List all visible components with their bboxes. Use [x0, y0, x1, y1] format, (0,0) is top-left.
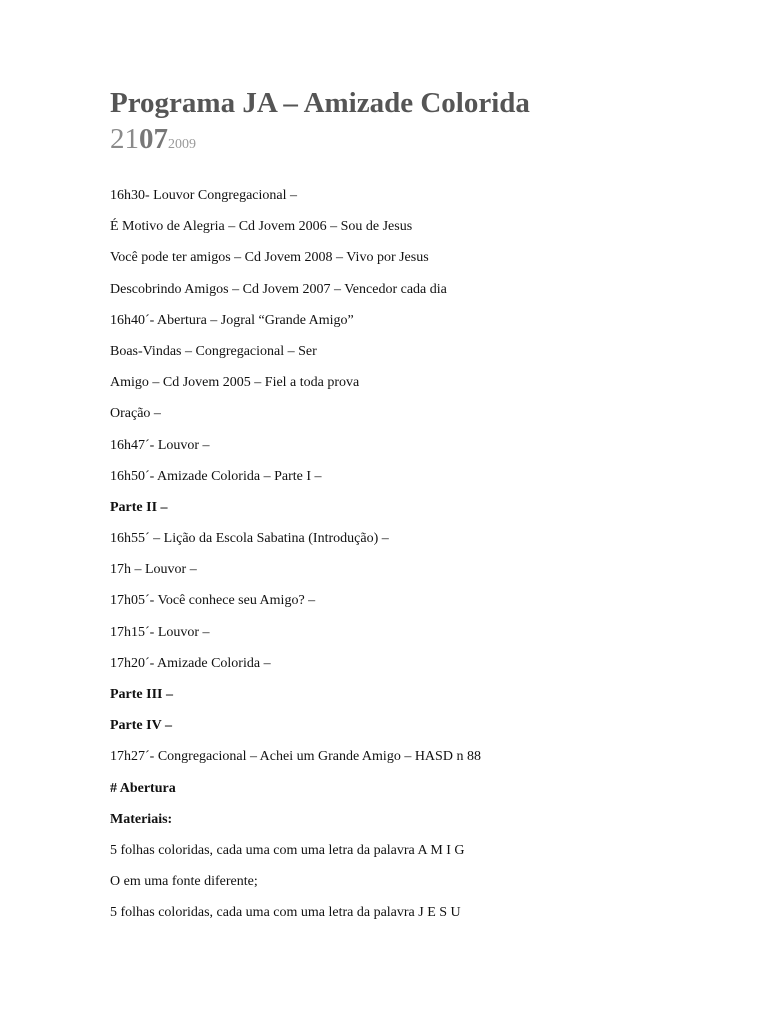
program-line: Você pode ter amigos – Cd Jovem 2008 – Vivo por Jesus — [110, 250, 429, 266]
program-line: Parte II – — [110, 499, 168, 515]
program-line: 16h40´- Abertura – Jogral “Grande Amigo” — [110, 312, 354, 328]
document-date — [110, 122, 730, 162]
program-line: Parte III – — [110, 687, 173, 702]
program-line: 5 folhas coloridas, cada uma com uma letra da palavra J E S U — [110, 905, 461, 921]
date-day: 21 — [110, 123, 139, 155]
program-line: 17h – Louvor – — [110, 562, 197, 578]
document-page — [110, 84, 730, 929]
program-line: 17h05´- Você conhece seu Amigo? – — [110, 593, 316, 609]
program-line: 16h47´- Louvor – — [110, 437, 210, 453]
program-line: Descobrindo Amigos – Cd Jovem 2007 – Vencedor cada dia — [110, 281, 447, 297]
program-line: 17h15´- Louvor – — [110, 624, 210, 640]
program-line: Parte IV – — [110, 718, 172, 734]
program-line: 17h20´- Amizade Colorida – — [110, 655, 271, 671]
date-year: 2009 — [168, 137, 196, 152]
date-month: 07 — [139, 123, 168, 155]
program-line: Boas-Vindas – Congregacional – Ser — [110, 343, 317, 359]
document-title: Programa JA – Amizade Colorida — [110, 87, 530, 119]
program-line: Amigo – Cd Jovem 2005 – Fiel a toda prova — [110, 375, 360, 391]
program-line: 16h55´ – Lição da Escola Sabatina (Introdução) – — [110, 531, 389, 547]
program-line: # Abertura — [110, 780, 176, 796]
program-lines — [110, 180, 730, 929]
program-line: 16h50´- Amizade Colorida – Parte I – — [110, 468, 322, 484]
program-line: 5 folhas coloridas, cada uma com uma letra da palavra A M I G — [110, 842, 465, 858]
program-line: O em uma fonte diferente; — [110, 874, 258, 890]
program-line: É Motivo de Alegria – Cd Jovem 2006 – Sou de Jesus — [110, 219, 413, 235]
program-line: Oração – — [110, 406, 161, 422]
program-line: Materiais: — [110, 811, 173, 827]
program-line: 16h30- Louvor Congregacional – — [110, 188, 298, 203]
program-line: 17h27´- Congregacional – Achei um Grande Amigo – HASD n 88 — [110, 749, 481, 765]
